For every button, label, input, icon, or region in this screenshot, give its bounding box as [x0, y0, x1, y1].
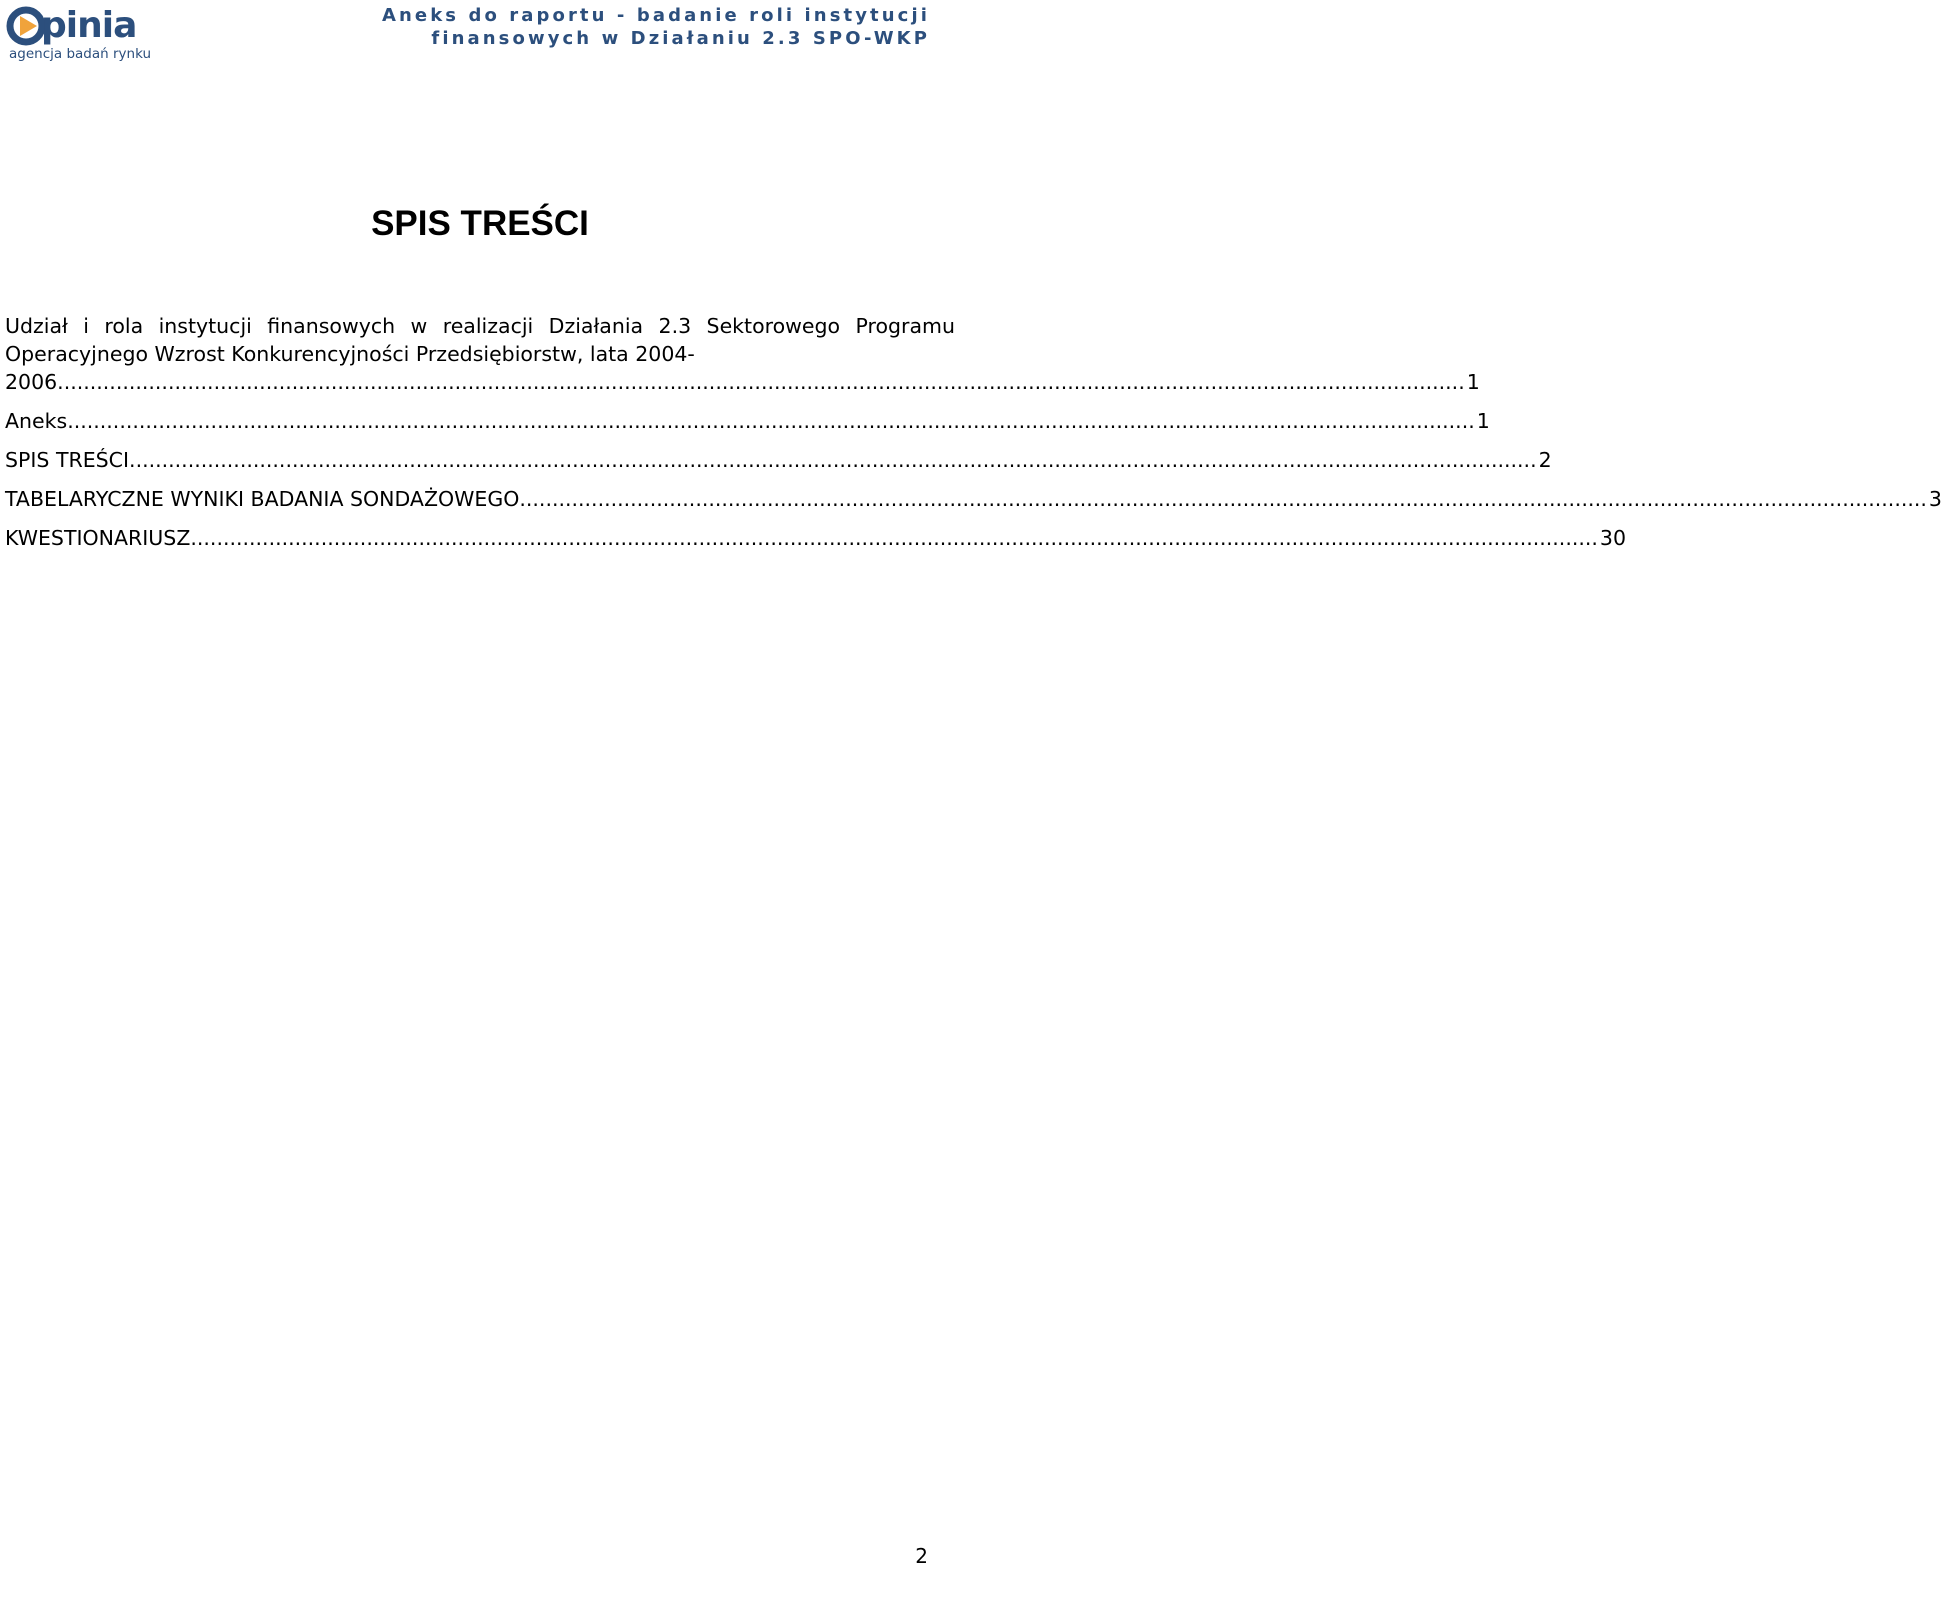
toc-entry-page: 2: [1538, 448, 1552, 472]
table-of-contents: [5, 312, 1942, 552]
report-header-title: [330, 4, 930, 50]
toc-entry[interactable]: [5, 485, 1942, 513]
toc-entry-page: 1: [1466, 370, 1480, 394]
toc-dot-leader: ........................................................................................................................................................................................................................: [129, 448, 1537, 472]
toc-heading: SPIS TREŚCI: [371, 204, 589, 243]
toc-entry-page: 1: [1476, 409, 1490, 433]
toc-entry-page: 3: [1928, 487, 1942, 511]
toc-entry[interactable]: [5, 312, 1480, 396]
report-header-title-line1: Aneks do raportu - badanie roli instytucji: [381, 5, 930, 26]
report-header-title-line2: finansowych w Działaniu 2.3 SPO-WKP: [431, 28, 930, 49]
toc-entry[interactable]: [5, 407, 1490, 435]
toc-entry[interactable]: [5, 446, 1552, 474]
page-number: 2: [915, 1544, 928, 1568]
logo-tagline: agencja badań rynku: [9, 46, 152, 62]
toc-entry-page: 30: [1599, 526, 1627, 550]
toc-entry-title: Aneks: [5, 409, 68, 433]
toc-entry-title: KWESTIONARIUSZ: [5, 526, 191, 550]
opinia-o-play-icon: [6, 4, 46, 48]
logo-wordmark: pinia: [41, 5, 137, 46]
toc-entry[interactable]: [5, 524, 1627, 552]
toc-dot-leader: ........................................................................................................................................................................................................................: [519, 487, 1927, 511]
toc-entry-title: SPIS TREŚCI: [5, 448, 130, 472]
toc-dot-leader: ........................................................................................................................................................................................................................: [67, 409, 1475, 433]
toc-entry-title-end: 2006: [5, 370, 58, 394]
toc-entry-title: Udział i rola instytucji finansowych w realizacji Działania 2.3 Sektorowego Programu Operacyjnego Wzrost Konkurencyjności Przedsiębiorstw, lata 2004-: [5, 314, 955, 366]
toc-entry-title: TABELARYCZNE WYNIKI BADANIA SONDAŻOWEGO: [5, 487, 520, 511]
opinia-logo: [6, 4, 171, 64]
toc-dot-leader: ........................................................................................................................................................................................................................: [190, 526, 1598, 550]
toc-dot-leader: ........................................................................................................................................................................................................................: [57, 370, 1465, 394]
